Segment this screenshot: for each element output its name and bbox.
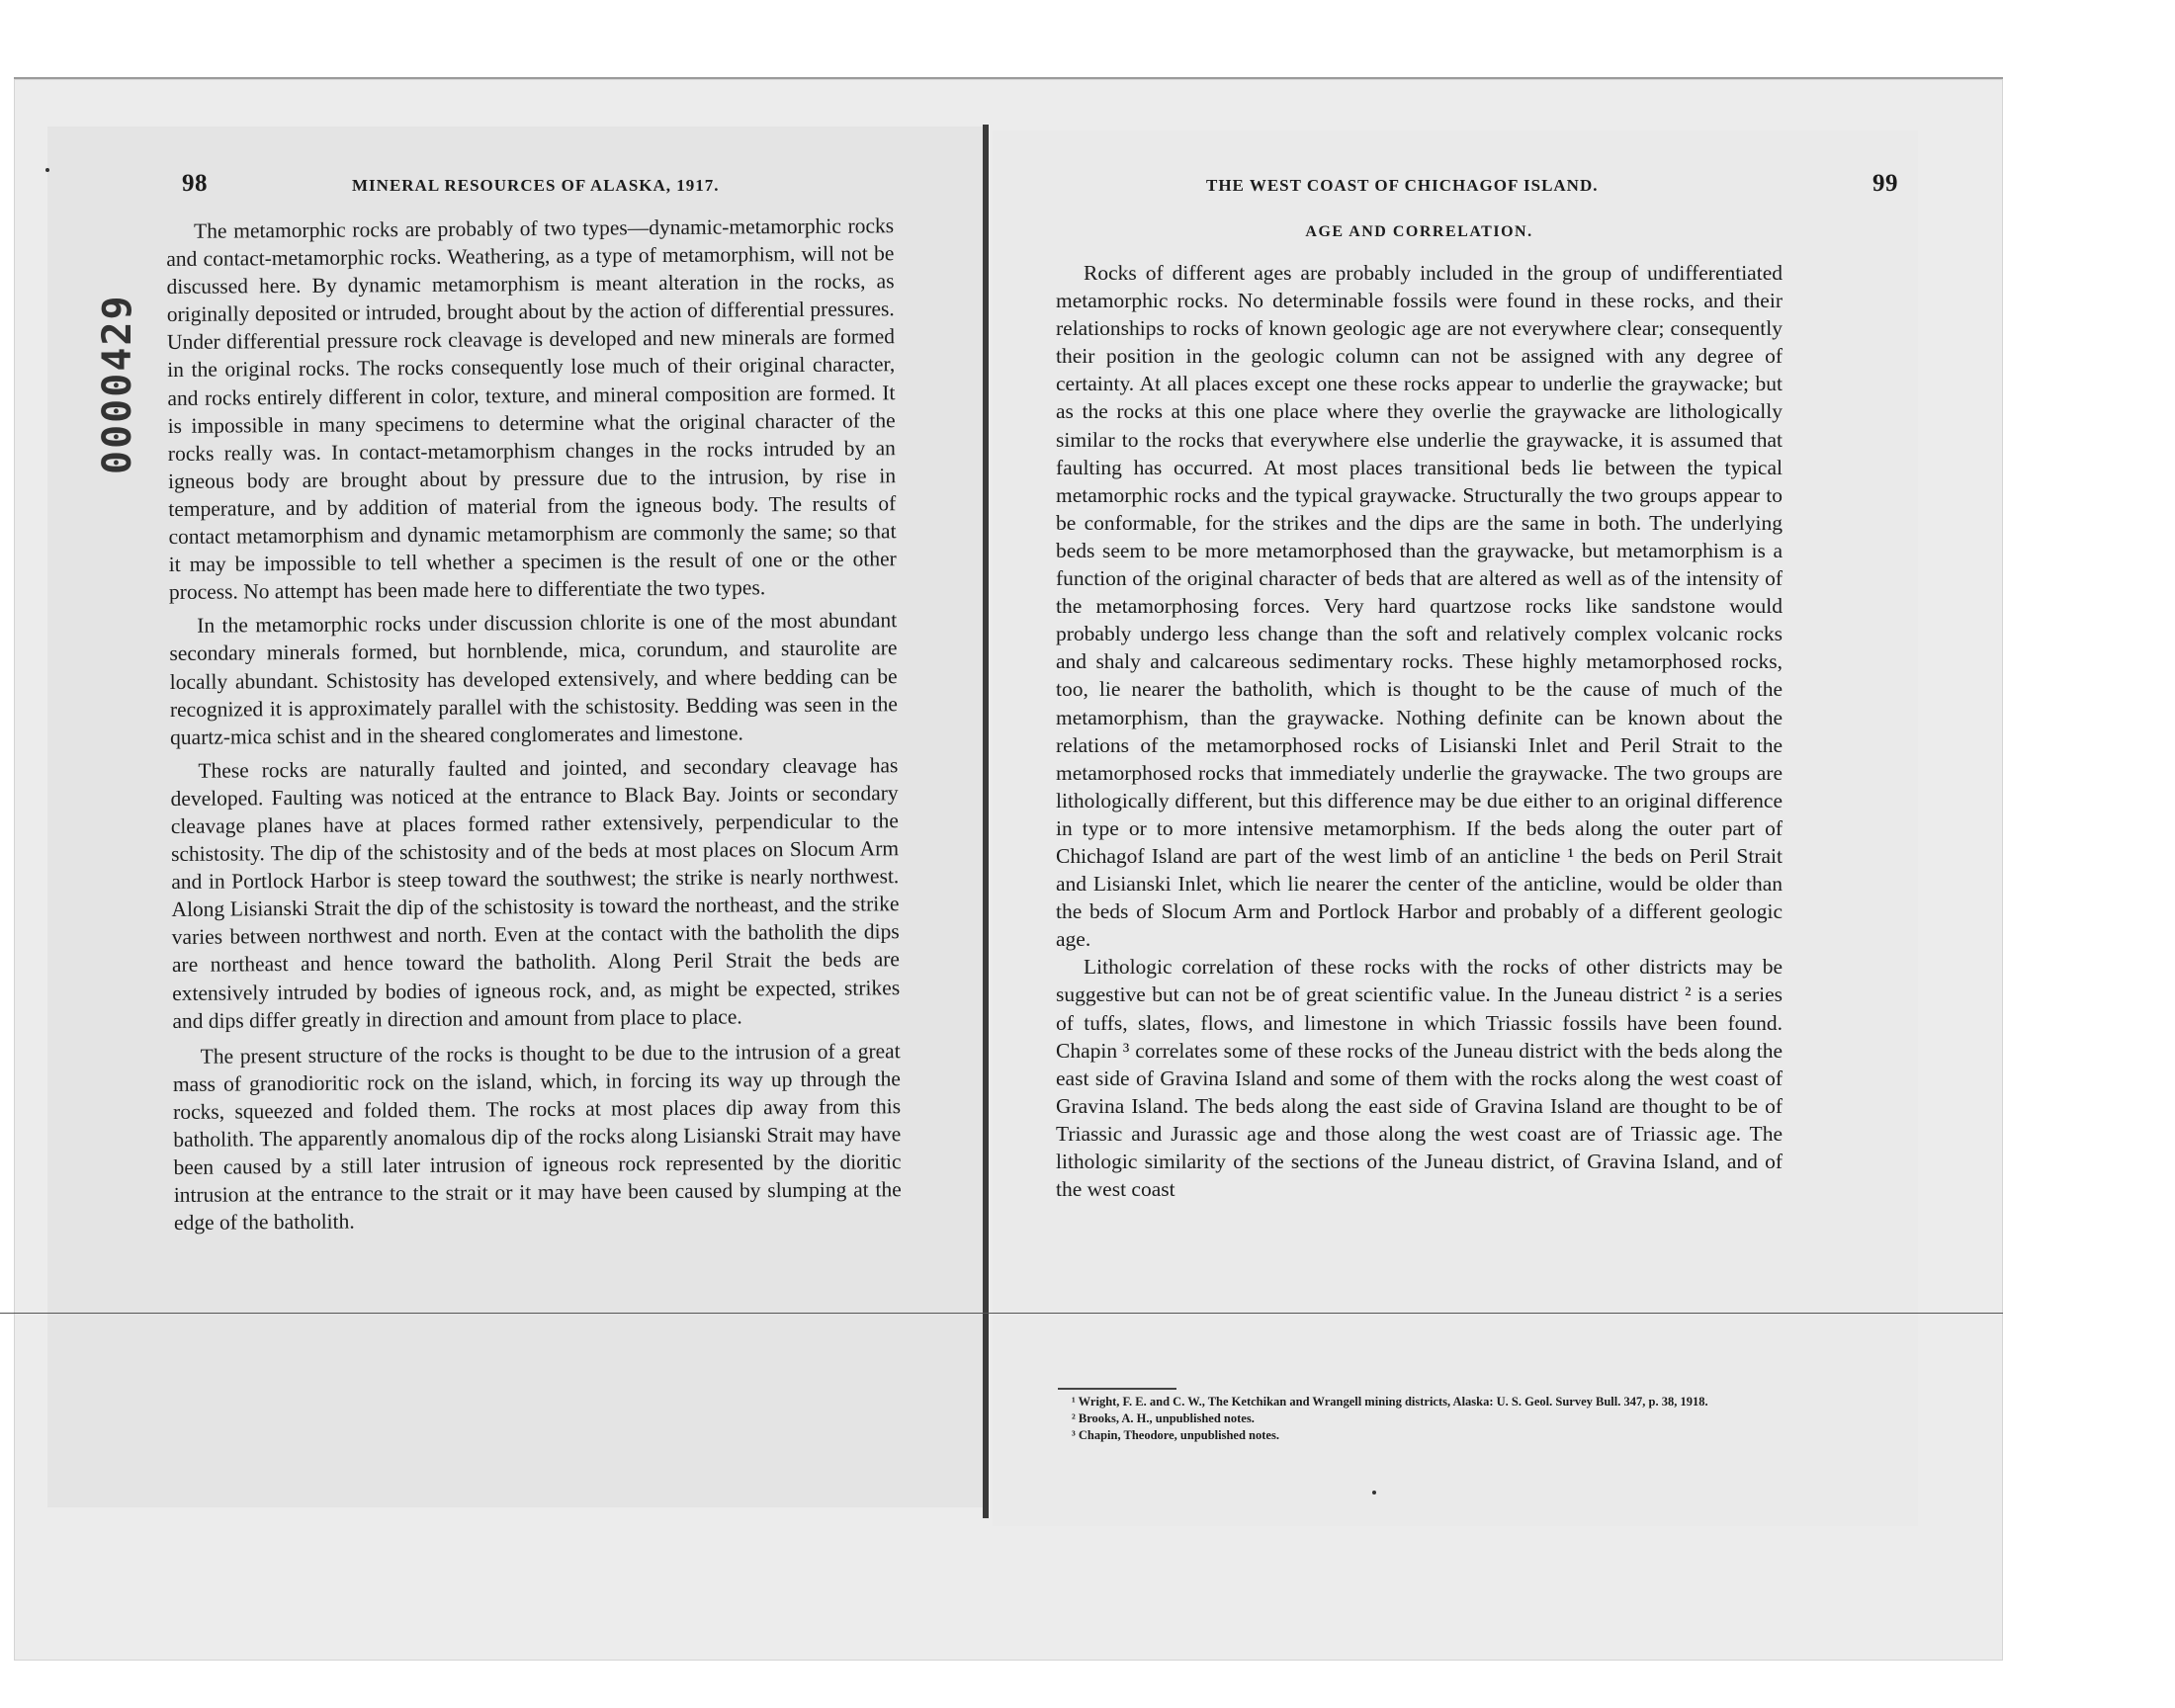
footnotes <box>1058 1394 1784 1444</box>
right-page-header <box>1206 170 1898 198</box>
paragraph: In the metamorphic rocks under discussion chlorite is one of the most abundant secondary minerals formed, but hornblende, mica, corundum, and staurolite are locally abundant. Schistosity has developed extensively, and where bedding can be recognized it is approximately parallel with the schistosity. Bedding was seen in the quartz-mica schist and in the sheared conglomerates and limestone. <box>169 608 898 749</box>
scan-speck <box>1372 1491 1376 1494</box>
scan-speck <box>45 168 49 172</box>
margin-stamp: 0000429 <box>95 294 140 474</box>
right-page-number: 99 <box>1872 170 1898 197</box>
book-gutter <box>983 125 989 1518</box>
footnote-rule <box>1058 1388 1176 1390</box>
paragraph: Lithologic correlation of these rocks with the rocks of other districts may be suggestive but can not be of great scientific value. In the Juneau district ² is a series of tuffs, slates, flows, and limestone in which Triassic fossils have been found. Chapin ³ correlates some of these rocks of the Juneau district with the beds along the east side of Gravina Island and some of them with the rocks along the west coast of Gravina Island. The beds along the east side of Gravina Island are thought to be of Triassic and Jurassic age and those along the west coast are of Triassic age. The lithologic similarity of the sections of the Juneau district, of Gravina Island, and of the west coast <box>1056 955 1783 1202</box>
footnote: ¹ Wright, F. E. and C. W., The Ketchikan and Wrangell mining districts, Alaska: U. S. Geol. Survey Bull. 347, p. 38, 1918. <box>1072 1395 1708 1409</box>
paragraph: Rocks of different ages are probably included in the group of undifferentiated metamorphic rocks. No determinable fossils were found in these rocks, and their relationships to rocks of known geologic age are not everywhere clear; consequently their position in the geologic column can not be assigned with any degree of certainty. At all places except one these rocks appear to underlie the graywacke; but as the rocks at this one place where they overlie the graywacke are lithologically similar to the rocks that everywhere else underlie the graywacke, it is assumed that faulting has occurred. At most places transitional beds lie between the typical metamorphic rocks and the typical graywacke. Structurally the two groups appear to be conformable, for the strikes and the dips are the same in both. The underlying beds seem to be more metamorphosed than the graywacke, but metamorphism is a function of the original character of beds that are altered as well as of the intensity of the metamorphosing forces. Very hard quartzose rocks like sandstone would probably undergo less change than the soft and relatively complex volcanic rocks and shaly and calcareous sedimentary rocks. These highly metamorphosed rocks, too, lie nearer the batholith, which is thought to be the cause of much of the metamorphism, than the graywacke. Nothing definite can be known about the relations of the metamorphosed rocks of Lisianski Inlet and Peril Strait to the metamorphosed rocks that immediately underlie the graywacke. The two groups are lithologically different, but this difference may be due either to an original difference in type or to more intensive metamorphism. If the beds along the outer part of Chichagof Island are part of the west limb of an anticline ¹ the beds on Peril Strait and Lisianski Inlet, which lie nearer the center of the anticline, would be older than the beds of Slocum Arm and Portlock Harbor and probably of a different geologic age. <box>1056 261 1783 952</box>
footnote: ³ Chapin, Theodore, unpublished notes. <box>1072 1428 1279 1442</box>
right-page-body <box>1056 259 1783 1203</box>
left-running-head: MINERAL RESOURCES OF ALASKA, 1917. <box>352 176 720 195</box>
footnote: ² Brooks, A. H., unpublished notes. <box>1072 1411 1255 1425</box>
scan-artifact-line <box>0 1313 2007 1314</box>
paragraph: The metamorphic rocks are probably of two types—dynamic-metamorphic rocks and contact-metamorphic rocks. Weathering, as a type of metamorphism, will not be discussed here. By dynamic metamorphism is meant alteration in the rocks, as originally deposited or intruded, brought about by the action of differential pressures. Under differential pressure rock cleavage is developed and new minerals are formed in the original rocks. The rocks consequently lose much of their original character, and rocks entirely different in color, texture, and mineral composition are formed. It is impossible in many specimens to determine what the original character of the rocks really was. In contact-metamorphism changes in the rocks intruded by an igneous body are brought about by pressure due to the intrusion, by rise in temperature, and by addition of material from the igneous body. The results of contact metamorphism and dynamic metamorphism are commonly the same; so that it may be impossible to tell whether a specimen is the result of one or the other process. No attempt has been made here to differentiate the two types. <box>166 214 897 605</box>
right-running-head: THE WEST COAST OF CHICHAGOF ISLAND. <box>1206 176 1599 195</box>
left-page-body <box>166 212 902 1237</box>
paragraph: These rocks are naturally faulted and jointed, and secondary cleavage has developed. Faulting was noticed at the entrance to Black Bay. Joints or secondary cleavage planes have at places formed rather extensively, perpendicular to the schistosity. The dip of the schistosity and of the beds at most places on Slocum Arm and in Portlock Harbor is steep toward the southwest; the strike is nearly northwest. Along Lisianski Strait the dip of the schistosity is toward the northeast, and the strike varies between northwest and north. Even at the contact with the batholith the dips are northeast and hence toward the batholith. Along Peril Strait the beds are extensively intruded by bodies of igneous rock, and, as might be expected, strikes and dips differ greatly in direction and amount from place to place. <box>170 752 901 1033</box>
left-page-header <box>182 170 894 198</box>
paragraph: The present structure of the rocks is thought to be due to the intrusion of a great mass of granodioritic rock on the island, which, in forcing its way up through the rocks, squeezed and folded them. The rocks at most places dip away from this batholith. The apparently anomalous dip of the rocks along Lisianski Strait may have been caused by a still later intrusion of igneous rock represented by the dioritic intrusion at the entrance to the strait or it may have been caused by slumping at the edge of the batholith. <box>172 1038 902 1236</box>
left-page-number: 98 <box>182 170 208 197</box>
scan-margin <box>2003 0 2175 1708</box>
section-heading: AGE AND CORRELATION. <box>1305 223 1533 240</box>
